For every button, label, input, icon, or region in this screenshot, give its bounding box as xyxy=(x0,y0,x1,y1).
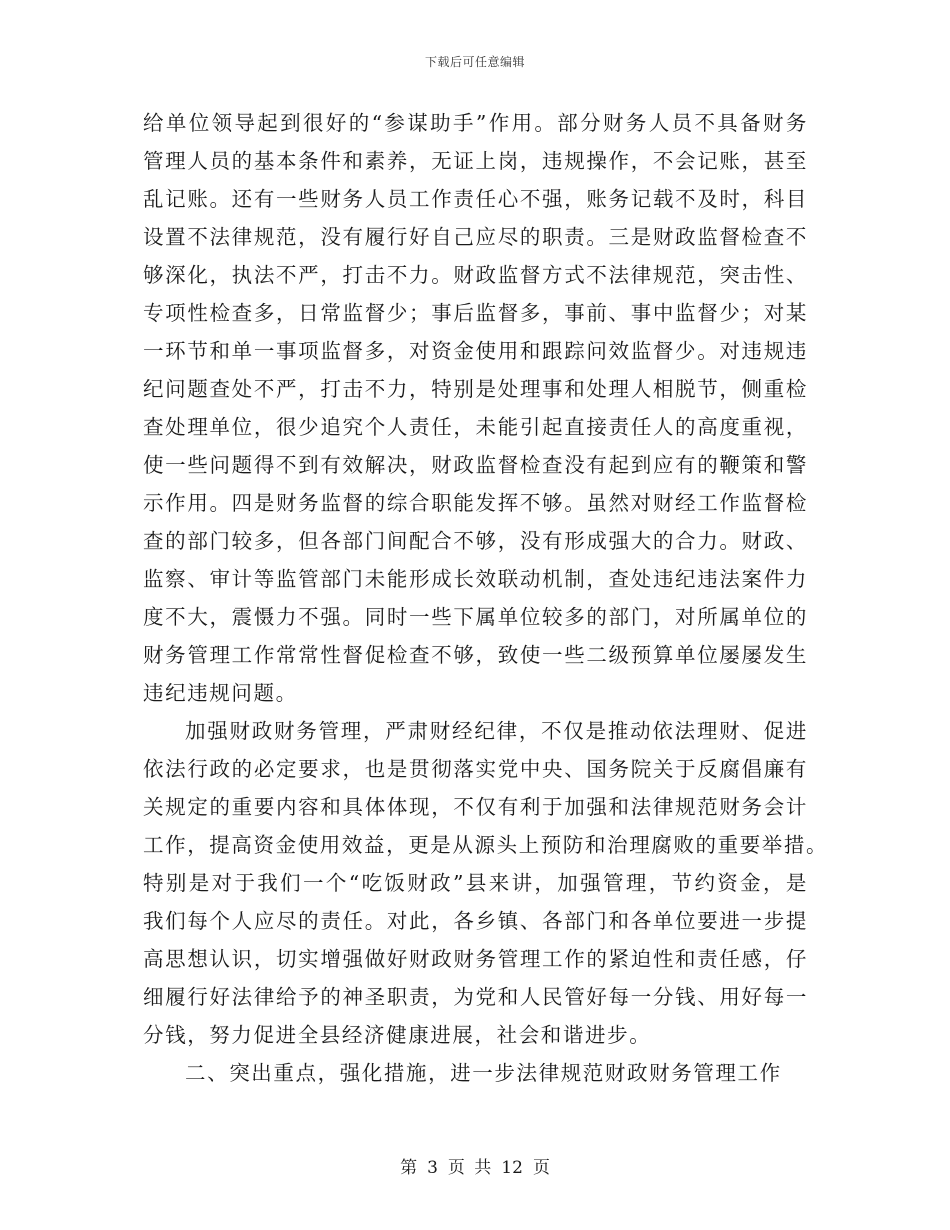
page-label-prefix: 第 xyxy=(400,1158,418,1178)
paragraph-1-line: 财务管理工作常常性督促检查不够，致使一些二级预算单位屡屡发生 xyxy=(143,643,808,667)
paragraph-2-line: 我们每个人应尽的责任。对此，各乡镇、各部门和各单位要进一步提 xyxy=(143,909,808,933)
paragraph-2-line: 工作，提高资金使用效益，更是从源头上预防和治理腐败的重要举措。 xyxy=(143,833,829,857)
paragraph-1-line: 纪问题查处不严，打击不力，特别是处理事和处理人相脱节，侧重检 xyxy=(143,377,808,401)
paragraph-2-line: 加强财政财务管理，严肃财经纪律，不仅是推动依法理财、促进 xyxy=(185,719,808,743)
paragraph-2-line: 依法行政的必定要求，也是贯彻落实党中央、国务院关于反腐倡廉有 xyxy=(143,757,808,781)
total-pages-number: 12 xyxy=(501,1158,523,1178)
page-number-footer xyxy=(0,1153,950,1178)
paragraph-1-line: 设置不法律规范，没有履行好自己应尽的职责。三是财政监督检查不 xyxy=(143,225,808,249)
paragraph-2-line: 高思想认识，切实增强做好财政财务管理工作的紧迫性和责任感，仔 xyxy=(143,947,808,971)
paragraph-2-line: 细履行好法律给予的神圣职责，为党和人民管好每一分钱、用好每一 xyxy=(143,985,808,1009)
page-label-suffix: 页 xyxy=(532,1158,550,1178)
paragraph-2-line: 关规定的重要内容和具体体现，不仅有利于加强和法律规范财务会计 xyxy=(143,795,808,819)
page-header-note: 下载后可任意编辑 xyxy=(424,55,525,69)
current-page-number: 3 xyxy=(427,1158,438,1178)
paragraph-1-line: 违纪违规问题。 xyxy=(143,681,298,705)
paragraph-2 xyxy=(143,712,829,1054)
paragraph-1 xyxy=(143,104,808,712)
paragraph-1-line: 乱记账。还有一些财务人员工作责任心不强，账务记载不及时，科目 xyxy=(143,187,808,211)
paragraph-1-line: 查的部门较多，但各部门间配合不够，没有形成强大的合力。财政、 xyxy=(143,529,808,553)
paragraph-1-line: 监察、审计等监管部门未能形成长效联动机制，查处违纪违法案件力 xyxy=(143,567,808,591)
paragraph-2-line: 分钱，努力促进全县经济健康进展，社会和谐进步。 xyxy=(143,1023,652,1047)
paragraph-2-line: 特别是对于我们一个“吃饭财政”县来讲，加强管理，节约资金，是 xyxy=(143,871,808,895)
paragraph-1-line: 一环节和单一事项监督多，对资金使用和跟踪问效监督少。对违规违 xyxy=(143,339,808,363)
paragraph-1-line: 示作用。四是财务监督的综合职能发挥不够。虽然对财经工作监督检 xyxy=(143,491,808,515)
paragraph-1-line: 度不大，震慑力不强。同时一些下属单位较多的部门，对所属单位的 xyxy=(143,605,808,629)
document-body xyxy=(143,104,829,1092)
paragraph-1-line: 专项性检查多，日常监督少；事后监督多，事前、事中监督少；对某 xyxy=(143,301,808,325)
paragraph-1-line: 管理人员的基本条件和素养，无证上岗，违规操作，不会记账，甚至 xyxy=(143,149,808,173)
paragraph-1-line: 查处理单位，很少追究个人责任，未能引起直接责任人的高度重视， xyxy=(143,415,808,439)
paragraph-1-line: 使一些问题得不到有效解决，财政监督检查没有起到应有的鞭策和警 xyxy=(143,453,808,477)
paragraph-1-line: 给单位领导起到很好的“参谋助手”作用。部分财务人员不具备财务 xyxy=(143,111,808,135)
section-heading: 二、突出重点，强化措施，进一步法律规范财政财务管理工作 xyxy=(185,1061,782,1085)
page-label-middle: 页 共 xyxy=(447,1158,492,1178)
paragraph-1-line: 够深化，执法不严，打击不力。财政监督方式不法律规范，突击性、 xyxy=(143,263,808,287)
